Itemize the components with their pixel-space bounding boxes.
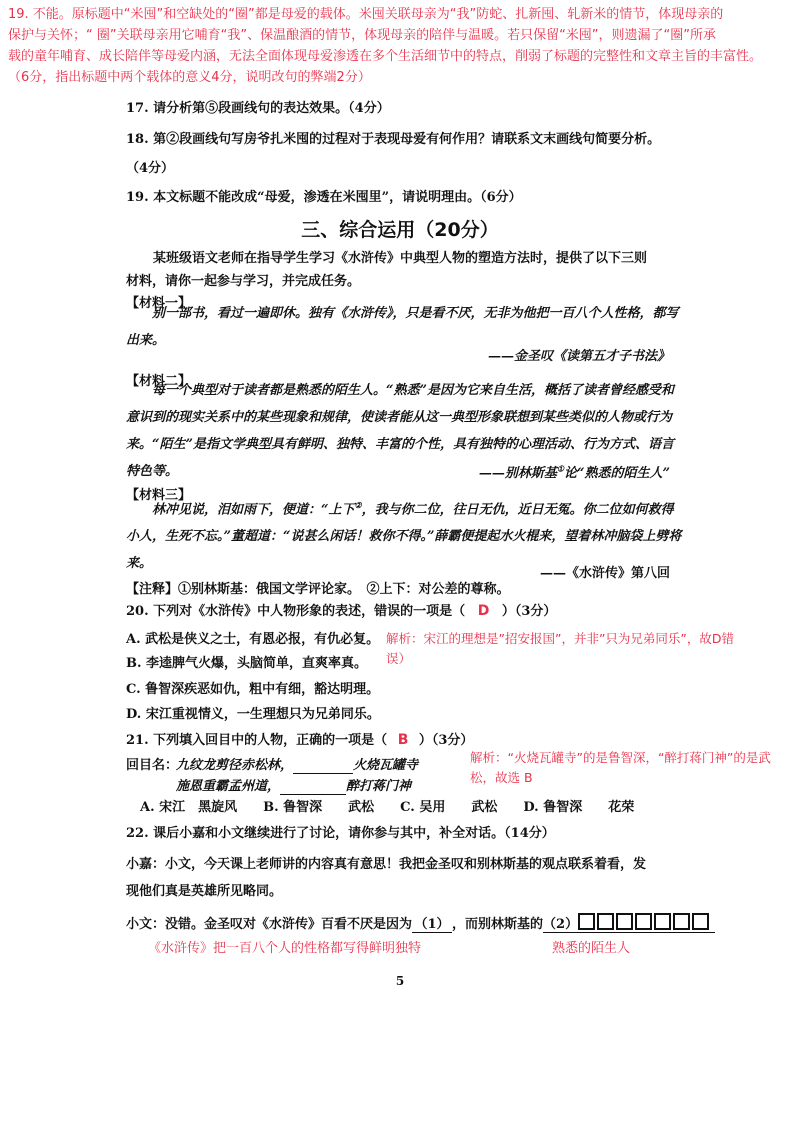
- annotation-note: 【注释】①别林斯基：俄国文学评论家。 ②上下：对公差的尊称。: [126, 582, 510, 597]
- dialogue-xiaowen-text: ，而别林斯基的: [452, 917, 544, 932]
- answer-blank-1[interactable]: （1）: [412, 913, 452, 933]
- section-title: 三、综合运用（20分）: [301, 219, 499, 241]
- answer-19-line: 保护与关怀；“ 圈”关联母亲用它哺育“我”、保温酿酒的情节，体现母亲的陪伴与温暖。若只保留“米囤”，则遗漏了“圈”所承: [8, 28, 717, 43]
- material-3-text-part: 林冲见说，泪如雨下，便道：“上下: [152, 502, 355, 518]
- answer-blank-2-label: （2）: [543, 917, 579, 932]
- question-21-answer: B: [397, 732, 409, 748]
- question-22-stem: 22. 课后小嘉和小文继续进行了讨论，请你参与其中，补全对话。（14分）: [126, 826, 555, 841]
- dialogue-xiaojia: 现他们真是英雄所见略同。: [126, 884, 283, 899]
- answer-box: [578, 913, 595, 930]
- question-21-stem: [126, 729, 473, 748]
- footnote-marker: ①: [556, 463, 565, 474]
- question-20-option-c: C. 鲁智深疾恶如仇，粗中有细，豁达明理。: [126, 682, 380, 697]
- material-3-text-part: ，我与你二位，往日无仇，近日无冤。你二位如何救得小人，生死不忘。”董超道：“说甚么闲话！救你不得。”薛霸便提起水火棍来，望着林冲脑袋上劈将来。: [126, 502, 682, 572]
- answer-19-scoring: （6分，指出标题中两个载体的意义4分，说明改句的弊端2分）: [8, 70, 371, 85]
- answer-22-1: 《水浒传》把一百八个人的性格都写得鲜明独特: [148, 941, 422, 956]
- chapter-title-part: 九纹龙剪径赤松林，: [176, 758, 294, 773]
- material-1-text: 别一部书，看过一遍即休。独有《水浒传》，只是看不厌，无非为他把一百八个人性格，都写出来。: [126, 306, 679, 348]
- question-20-explanation: [386, 629, 734, 669]
- chapter-title-blank: [293, 758, 353, 774]
- question-20-stem-text: 20. 下列对《水浒传》中人物形象的表述，错误的一项是（: [126, 604, 466, 619]
- question-18-score: （4分）: [126, 161, 175, 176]
- question-20-stem: [126, 600, 556, 619]
- chapter-title-label: 回目名：: [126, 758, 179, 773]
- answer-box: [616, 913, 633, 930]
- question-20-option-d: D. 宋江重视情义，一生理想只为兄弟同乐。: [126, 707, 380, 722]
- material-2-source-author: ——别林斯基: [478, 466, 557, 481]
- question-20-option-a: A. 武松是侠义之士，有恩必报，有仇必复。: [126, 632, 380, 647]
- question-17: 17. 请分析第⑤段画线句的表达效果。（4分）: [126, 101, 390, 116]
- material-1-source: ——金圣叹《读第五才子书法》: [487, 349, 670, 364]
- question-20-explanation-line: 误）: [386, 651, 412, 666]
- answer-box: [597, 913, 614, 930]
- question-21-options: A. 宋江 黑旋风 B. 鲁智深 武松 C. 吴用 武松 D. 鲁智深 花荣: [140, 800, 635, 815]
- question-21-explanation-line: 松，故选 B: [470, 770, 533, 785]
- question-21-explanation-line: 解析：“火烧瓦罐寺”的是鲁智深，“醉打蒋门神”的是武: [470, 750, 771, 765]
- material-2-text: 每一个典型对于读者都是熟悉的陌生人。“熟悉”是因为它来自生活，概括了读者曾经感受和意识到的现实关系中的某些现象和规律，使读者能从这一典型形象联想到某些类似的人物或行为来。“陌生”是指文学典型具有鲜明、独特、丰富的个性，具有独特的心理活动、行为方式、语言特色等。: [126, 383, 674, 479]
- page-number: 5: [395, 974, 405, 988]
- question-21-stem-score: ）（3分）: [418, 733, 474, 748]
- question-18: 18. 第②段画线句写房爷扎米囤的过程对于表现母爱有何作用？请联系文末画线句简要分析。: [126, 132, 661, 147]
- chapter-title-blank: [280, 779, 346, 795]
- material-3-source: ——《水浒传》第八回: [539, 566, 670, 581]
- question-21-stem-text: 21. 下列填入回目中的人物，正确的一项是（: [126, 733, 388, 748]
- answer-19: [8, 4, 798, 88]
- answer-19-line: 19. 不能。原标题中“米囤”和空缺处的“圈”都是母爱的载体。米囤关联母亲为“我”防蛇、扎新囤、轧新米的情节，体现母亲的: [8, 7, 724, 22]
- dialogue-xiaowen: [126, 913, 715, 933]
- question-20-explanation-line: 解析：宋江的理想是”招安报国”，并非”只为兄弟同乐”，故D错: [386, 631, 735, 646]
- material-1-heading: 【材料一】: [126, 296, 192, 311]
- material-3-heading: 【材料三】: [126, 488, 192, 503]
- question-20-answer: D: [477, 603, 490, 619]
- answer-22-2: 熟悉的陌生人: [552, 941, 631, 956]
- question-21-explanation: [470, 748, 771, 788]
- chapter-title-row-2: [176, 775, 411, 795]
- question-20-option-b: B. 李逵脾气火爆，头脑简单，直爽率真。: [126, 656, 368, 671]
- answer-19-line: 载的童年哺育、成长陪伴等母爱内涵，无法全面体现母爱渗透在多个生活细节中的特点，削弱了标题的完整性和文章主旨的丰富性。: [8, 49, 763, 64]
- question-20-stem-score: ）（3分）: [501, 604, 557, 619]
- question-19: 19. 本文标题不能改成“母爱，渗透在米囤里”，请说明理由。（6分）: [126, 190, 522, 205]
- chapter-title-row-1: [176, 754, 418, 774]
- material-2-source-title: 论“熟悉的陌生人”: [564, 466, 670, 481]
- material-2-heading: 【材料二】: [126, 374, 192, 389]
- material-2-source: [479, 462, 670, 481]
- chapter-title-part: 施恩重霸孟州道，: [176, 779, 281, 794]
- answer-box: [692, 913, 709, 930]
- answer-box: [635, 913, 652, 930]
- answer-blank-2[interactable]: [543, 913, 715, 933]
- chapter-title-part: 火烧瓦罐寺: [353, 758, 419, 773]
- dialogue-xiaojia: 小嘉：小文，今天课上老师讲的内容真有意思！我把金圣叹和别林斯基的观点联系着看，发: [126, 857, 647, 872]
- answer-box: [654, 913, 671, 930]
- dialogue-xiaowen-text: 小文：没错。金圣叹对《水浒传》百看不厌是因为: [126, 917, 413, 932]
- chapter-title-part: 醉打蒋门神: [346, 779, 412, 794]
- answer-box: [673, 913, 690, 930]
- intro-line: 某班级语文老师在指导学生学习《水浒传》中典型人物的塑造方法时，提供了以下三则: [153, 251, 648, 266]
- intro-line: 材料，请你一起参与学习，并完成任务。: [126, 274, 361, 289]
- footnote-marker: ②: [354, 500, 362, 510]
